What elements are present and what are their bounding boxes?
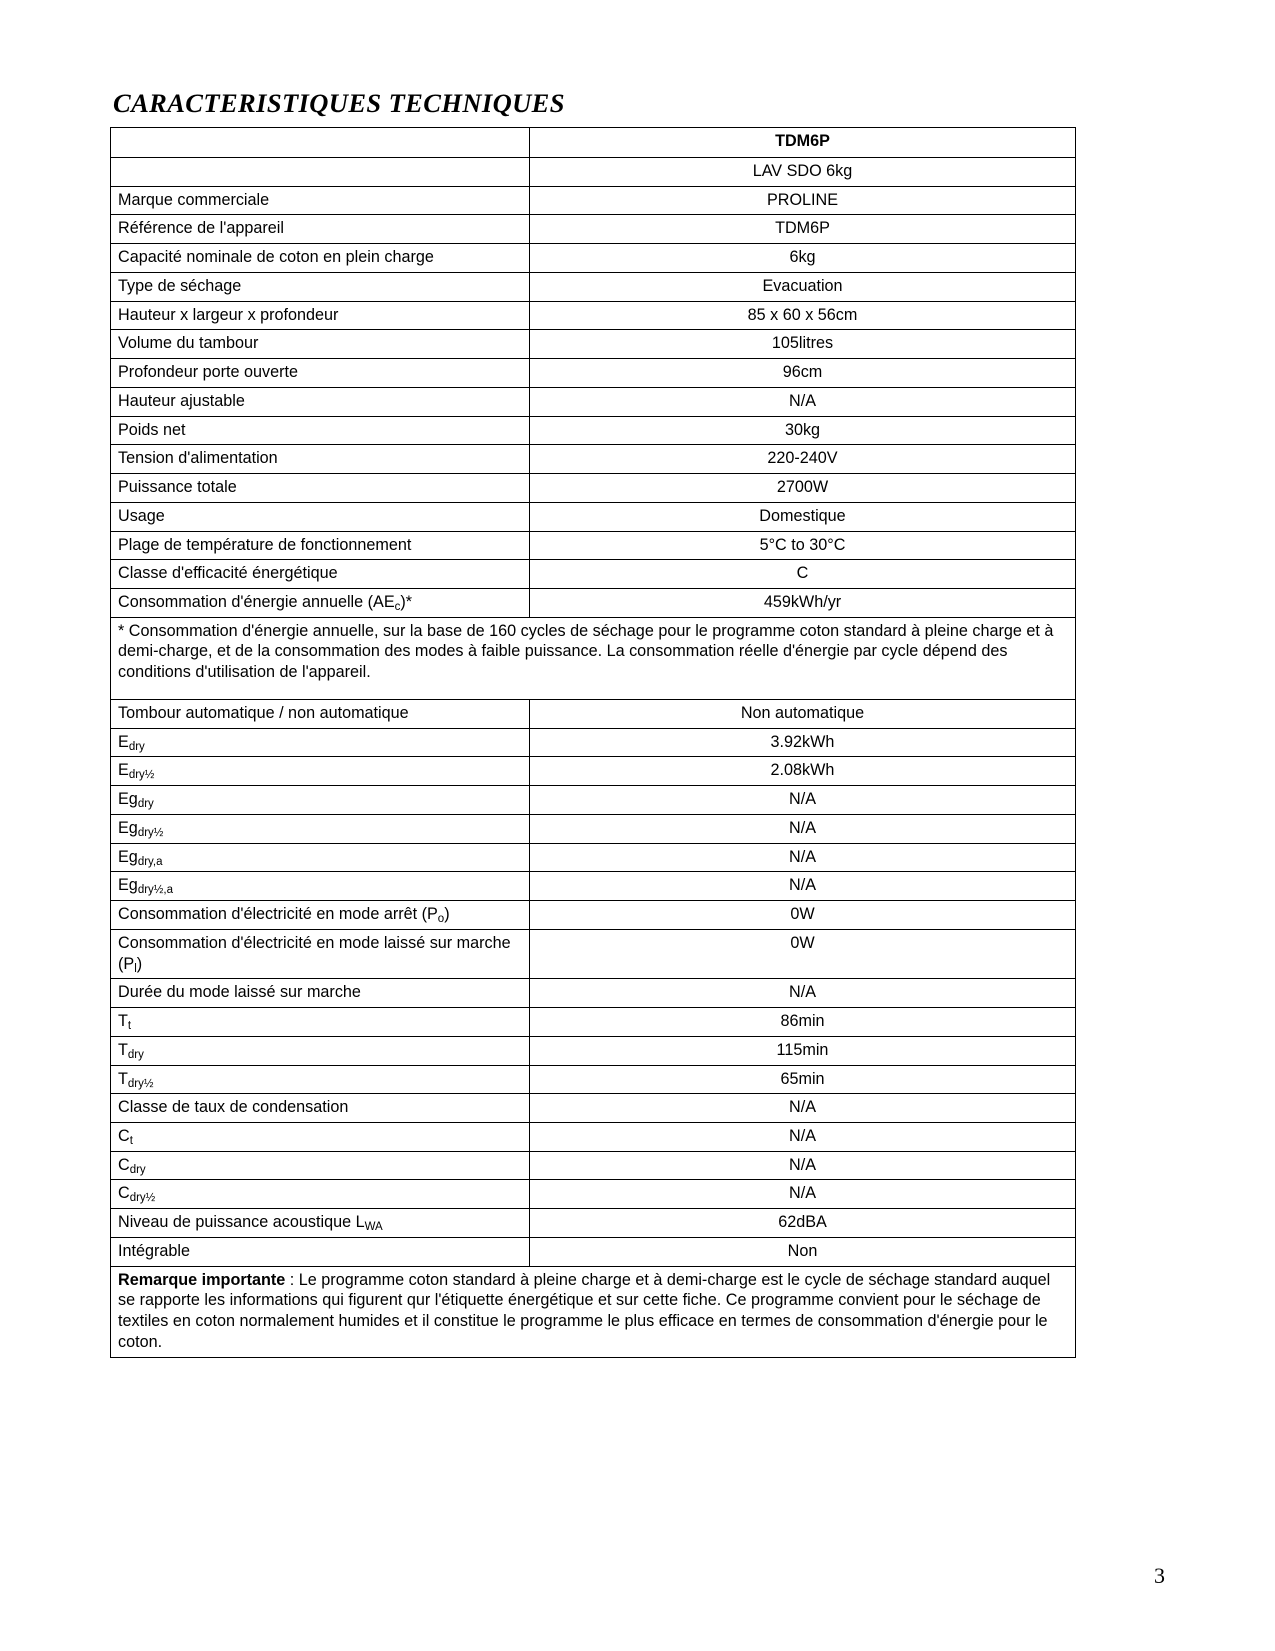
row-value: N/A	[530, 979, 1076, 1008]
row-label	[111, 1065, 530, 1094]
symbol-base: T	[118, 1012, 128, 1031]
remark-cell	[111, 1266, 1076, 1357]
power-label-subscript: l	[134, 962, 137, 975]
symbol-base: Eg	[118, 790, 138, 809]
symbol-subscript: dry½	[137, 826, 164, 839]
row-label: Capacité nominale de coton en plein charge	[111, 244, 530, 273]
table-row-tdry	[111, 1036, 1076, 1065]
table-row	[111, 699, 1076, 728]
aec-label-suffix: )*	[400, 593, 413, 612]
table-subheader-row	[111, 158, 1076, 187]
subheader-blank-cell	[111, 158, 530, 187]
row-label	[111, 1209, 530, 1238]
table-row	[111, 330, 1076, 359]
table-row	[111, 474, 1076, 503]
row-label: Intégrable	[111, 1237, 530, 1266]
row-value: N/A	[530, 387, 1076, 416]
table-row-off-mode	[111, 901, 1076, 930]
row-value: 96cm	[530, 359, 1076, 388]
row-label	[111, 872, 530, 901]
row-label: Tombour automatique / non automatique	[111, 699, 530, 728]
row-value: 105litres	[530, 330, 1076, 359]
row-label: Usage	[111, 502, 530, 531]
row-label	[111, 1151, 530, 1180]
row-value: 3.92kWh	[530, 728, 1076, 757]
table-remark-row	[111, 1266, 1076, 1357]
row-label	[111, 1036, 530, 1065]
remark-title: Remarque importante	[118, 1270, 286, 1289]
symbol-base: C	[118, 1126, 130, 1145]
row-value: 62dBA	[530, 1209, 1076, 1238]
symbol-base: Eg	[118, 847, 138, 866]
table-row-cdry-half	[111, 1180, 1076, 1209]
row-value: PROLINE	[530, 186, 1076, 215]
table-row-tt	[111, 1008, 1076, 1037]
row-label: Volume du tambour	[111, 330, 530, 359]
row-value: 6kg	[530, 244, 1076, 273]
footnote-text: * Consommation d'énergie annuelle, sur la base de 160 cycles de séchage pour le programme coton standard à pleine charge et à demi-charge, et de la consommation des modes à faible puissance. La consommation réelle d'énergie par cycle dépend des conditions d'utilisation de l'appareil.	[111, 617, 1076, 699]
row-value: 0W	[530, 929, 1076, 978]
row-label	[111, 757, 530, 786]
row-value: 220-240V	[530, 445, 1076, 474]
row-label: Profondeur porte ouverte	[111, 359, 530, 388]
power-label-prefix: Consommation d'électricité en mode arrêt (P	[118, 905, 438, 924]
table-row	[111, 416, 1076, 445]
table-row	[111, 1237, 1076, 1266]
row-value: C	[530, 560, 1076, 589]
table-row	[111, 244, 1076, 273]
symbol-base: T	[118, 1040, 128, 1059]
row-value: 30kg	[530, 416, 1076, 445]
row-value: 2700W	[530, 474, 1076, 503]
aec-label-subscript: c	[394, 601, 401, 614]
row-value: 459kWh/yr	[530, 589, 1076, 618]
row-label	[111, 814, 530, 843]
row-value: N/A	[530, 814, 1076, 843]
table-row-egdry	[111, 786, 1076, 815]
symbol-base: T	[118, 1069, 128, 1088]
symbol-base: Eg	[118, 876, 138, 895]
row-label	[111, 1180, 530, 1209]
table-row-edry	[111, 728, 1076, 757]
row-label: Type de séchage	[111, 272, 530, 301]
row-value: N/A	[530, 843, 1076, 872]
page-number: 3	[1154, 1563, 1165, 1588]
row-value: 85 x 60 x 56cm	[530, 301, 1076, 330]
header-blank-cell	[111, 128, 530, 158]
row-label: Plage de température de fonctionnement	[111, 531, 530, 560]
row-value: 115min	[530, 1036, 1076, 1065]
row-value: 0W	[530, 901, 1076, 930]
table-row-noise	[111, 1209, 1076, 1238]
table-row	[111, 979, 1076, 1008]
table-row	[111, 359, 1076, 388]
symbol-subscript: dry,a	[137, 855, 163, 868]
row-label	[111, 1122, 530, 1151]
table-row	[111, 387, 1076, 416]
row-label: Référence de l'appareil	[111, 215, 530, 244]
row-value: 86min	[530, 1008, 1076, 1037]
row-label: Puissance totale	[111, 474, 530, 503]
symbol-subscript: t	[127, 1020, 132, 1033]
table-row	[111, 560, 1076, 589]
row-value: N/A	[530, 1094, 1076, 1123]
row-value: Evacuation	[530, 272, 1076, 301]
table-footnote-row	[111, 617, 1076, 699]
symbol-subscript: dry½	[129, 1192, 156, 1205]
table-row-ct	[111, 1122, 1076, 1151]
row-label	[111, 728, 530, 757]
power-label-prefix: Consommation d'électricité en mode laissé sur marche (P	[118, 933, 511, 973]
row-label: Marque commerciale	[111, 186, 530, 215]
table-row	[111, 1094, 1076, 1123]
table-row-egdry-half-a	[111, 872, 1076, 901]
table-row	[111, 445, 1076, 474]
row-value: N/A	[530, 872, 1076, 901]
symbol-base: E	[118, 761, 129, 780]
row-value: Non automatique	[530, 699, 1076, 728]
row-value: Non	[530, 1237, 1076, 1266]
row-label: Poids net	[111, 416, 530, 445]
symbol-subscript: dry½,a	[137, 884, 173, 897]
table-row	[111, 186, 1076, 215]
technical-specifications-table	[110, 127, 1076, 1358]
remark-text: : Le programme coton standard à pleine charge et à demi-charge est le cycle de séchage standard auquel se rapporte les informations qui figurent qur l'étiquette énergétique et sur cette fiche. Ce programme convient pour le séchage de textiles en coton normalement humides et il constitue le programme le plus efficace en termes de consommation d'énergie pour le coton.	[118, 1270, 1051, 1351]
symbol-subscript: t	[129, 1134, 133, 1147]
row-label: Durée du mode laissé sur marche	[111, 979, 530, 1008]
table-row-annual-consumption	[111, 589, 1076, 618]
row-value: 2.08kWh	[530, 757, 1076, 786]
table-row	[111, 502, 1076, 531]
page-title: CARACTERISTIQUES TECHNIQUES	[113, 88, 565, 118]
table-row-cdry	[111, 1151, 1076, 1180]
row-label	[111, 901, 530, 930]
symbol-base: C	[118, 1184, 130, 1203]
power-label-suffix: )	[444, 905, 450, 924]
table-header-row	[111, 128, 1076, 158]
symbol-subscript: dry	[127, 1048, 144, 1061]
table-row-left-on-mode	[111, 929, 1076, 978]
row-label	[111, 786, 530, 815]
row-label	[111, 589, 530, 618]
table-row-egdry-a	[111, 843, 1076, 872]
symbol-subscript: dry	[129, 1163, 146, 1176]
symbol-subscript: dry	[128, 740, 145, 753]
table-row-tdry-half	[111, 1065, 1076, 1094]
table-row	[111, 272, 1076, 301]
row-label: Tension d'alimentation	[111, 445, 530, 474]
table-row-edry-half	[111, 757, 1076, 786]
row-label: Hauteur x largeur x profondeur	[111, 301, 530, 330]
row-label: Classe d'efficacité énergétique	[111, 560, 530, 589]
noise-label-prefix: Niveau de puissance acoustique L	[118, 1213, 365, 1232]
header-model-cell: TDM6P	[530, 128, 1076, 158]
symbol-base: C	[118, 1155, 130, 1174]
row-label	[111, 929, 530, 978]
symbol-base: E	[118, 732, 129, 751]
row-value: TDM6P	[530, 215, 1076, 244]
table-row	[111, 531, 1076, 560]
row-label	[111, 1008, 530, 1037]
row-label	[111, 843, 530, 872]
symbol-subscript: dry½	[128, 769, 155, 782]
table-row-egdry-half	[111, 814, 1076, 843]
row-value: N/A	[530, 1151, 1076, 1180]
symbol-subscript: dry½	[127, 1077, 154, 1090]
power-label-suffix: )	[136, 954, 143, 973]
noise-label-subscript: WA	[364, 1221, 383, 1234]
aec-label-prefix: Consommation d'énergie annuelle (AE	[118, 593, 395, 612]
table-row	[111, 301, 1076, 330]
symbol-subscript: dry	[137, 798, 154, 811]
row-value: N/A	[530, 786, 1076, 815]
subheader-value-cell: LAV SDO 6kg	[530, 158, 1076, 187]
row-value: N/A	[530, 1122, 1076, 1151]
row-label: Hauteur ajustable	[111, 387, 530, 416]
row-value: 5°C to 30°C	[530, 531, 1076, 560]
row-value: N/A	[530, 1180, 1076, 1209]
row-label: Classe de taux de condensation	[111, 1094, 530, 1123]
power-label-subscript: o	[437, 913, 445, 926]
symbol-base: Eg	[118, 818, 138, 837]
table-row	[111, 215, 1076, 244]
row-value: 65min	[530, 1065, 1076, 1094]
row-value: Domestique	[530, 502, 1076, 531]
